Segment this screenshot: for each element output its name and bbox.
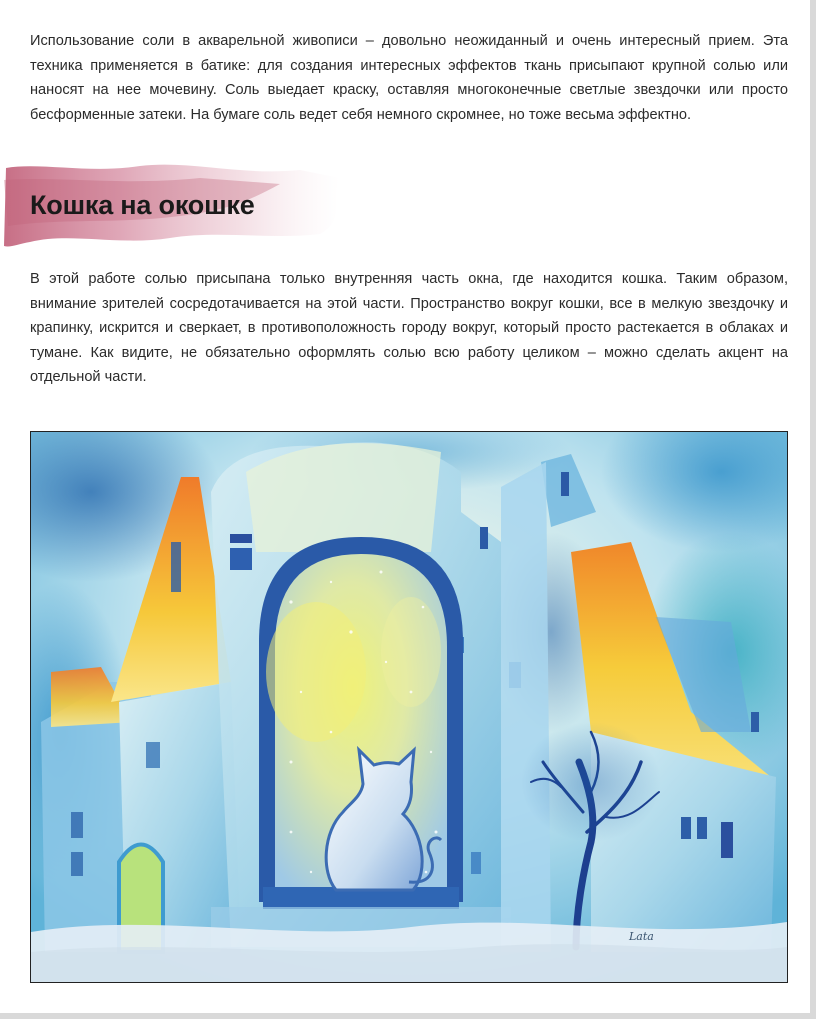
section-paragraph: В этой работе солью присыпана только внутренняя часть окна, где находится кошка. Таким образом, внимание зрителей сосредотачивается на этой части. Пространство вокруг кошки, все в мелкую звездочку и крапинку, искрится и сверкает, в противоположность городу вокруг, который просто растекается в облаках и тумане. Как видите, не обязательно оформлять солью всю работу целиком – можно сделать акцент на отдельной части. xyxy=(30,271,788,385)
section-heading-block xyxy=(0,160,360,252)
intro-paragraph: Использование соли в акварельной живописи – довольно неожиданный и очень интересный прием. Эта техника применяется в батике: для создания интересных эффектов ткань присыпают крупной солью или наносят на нее мочевину. Соль выедает краску, оставляя многоконечные светлые звездочки или просто бесформенные затеки. На бумаге соль ведет себя немного скромнее, но тоже весьма эффектно. xyxy=(30,33,788,123)
section-title: Кошка на окошке xyxy=(30,190,255,220)
artist-signature: Lata xyxy=(629,930,654,943)
watercolor-cat-illustration xyxy=(30,431,788,983)
watercolor-scene xyxy=(31,432,787,982)
